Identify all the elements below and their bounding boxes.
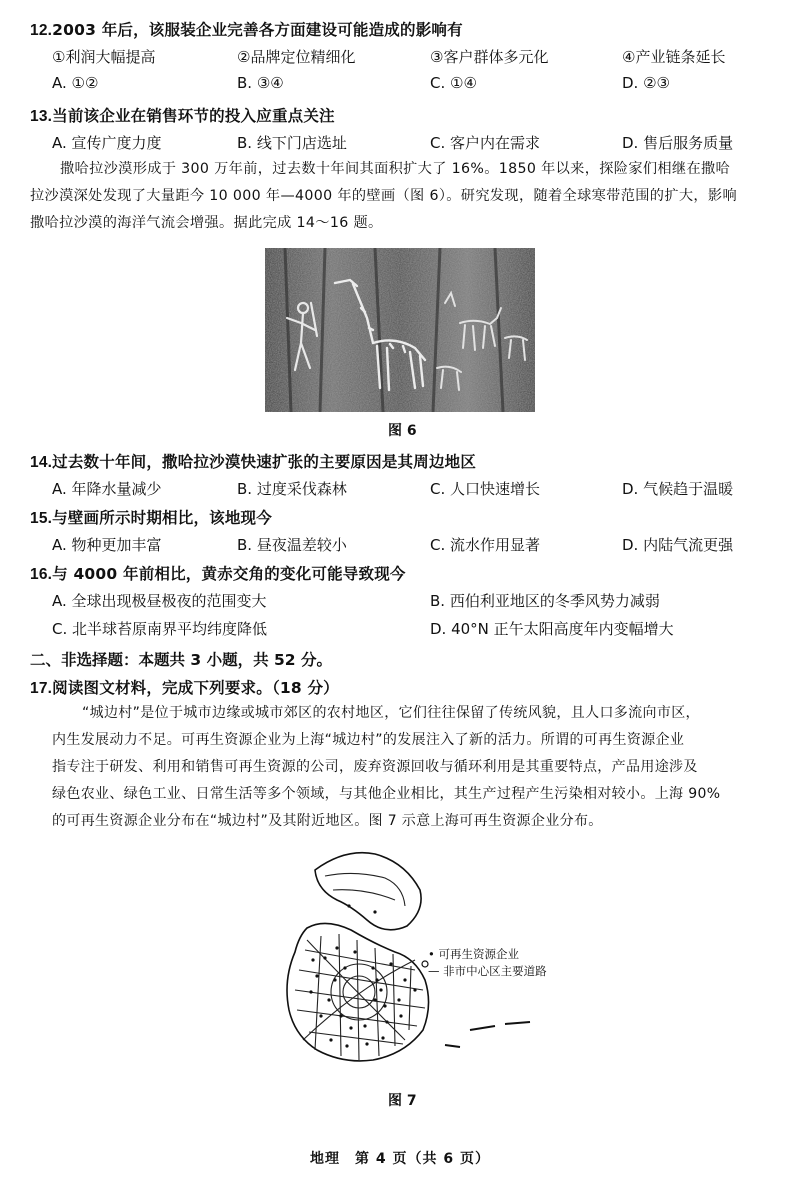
page-footer: 地理 第 4 页（共 6 页） (310, 1151, 490, 1167)
question-16-stem (30, 562, 406, 584)
dot-icon: • (428, 947, 439, 961)
option-d: D. 40°N 正午太阳高度年内变幅增大 (430, 620, 674, 638)
question-number: 15. (30, 510, 53, 527)
option-b: B. 昼夜温差较小 (237, 536, 347, 554)
legend-enterprise: • 可再生资源企业 (428, 947, 519, 961)
passage-line: 指专注于研发、利用和销售可再生资源的公司，废弃资源回收与循环利用是其重要特点，产品用途涉及 (52, 759, 698, 775)
option-a: A. 物种更加丰富 (52, 536, 162, 554)
passage-shanghai (52, 700, 772, 835)
island-outline (315, 853, 421, 930)
option-a: A. 全球出现极昼极夜的范围变大 (52, 592, 267, 610)
legend-road: — 非市中心区主要道路 (428, 964, 547, 978)
question-text: 当前该企业在销售环节的投入应重点关注 (52, 107, 335, 125)
passage-sahara (30, 156, 772, 237)
question-text: 与壁画所示时期相比，该地现今 (52, 509, 272, 527)
question-text: 阅读图文材料，完成下列要求。（18 分） (52, 679, 339, 697)
option-b: B. ③④ (237, 74, 284, 92)
rock-painting-image (265, 248, 535, 412)
question-number: 17. (30, 680, 53, 697)
question-15-stem (30, 506, 272, 528)
passage-line: 撒哈拉沙漠形成于 300 万年前，过去数十年间其面积扩大了 16%。1850 年以来，探险家们相继在撒哈 (60, 161, 731, 177)
question-text: 2003 年后，该服装企业完善各方面建设可能造成的影响有 (52, 21, 463, 39)
passage-line: 撒哈拉沙漠的海洋气流会增强。据此完成 14～16 题。 (30, 215, 383, 231)
question-number: 13. (30, 108, 53, 125)
option-a: A. ①② (52, 74, 99, 92)
item-1: ①利润大幅提高 (52, 48, 156, 66)
question-text: 与 4000 年前相比，黄赤交角的变化可能导致现今 (52, 565, 406, 583)
question-14-stem (30, 450, 476, 472)
option-b: B. 过度采伐森林 (237, 480, 347, 498)
passage-line: 绿色农业、绿色工业、日常生活等多个领域，与其他企业相比，其生产过程产生污染相对较小。上海 90% (52, 786, 721, 802)
question-17-stem (30, 676, 339, 698)
option-a: A. 宣传广度力度 (52, 134, 162, 152)
figure-6-caption: 图 6 (388, 423, 417, 439)
question-number: 12. (30, 22, 53, 39)
figure-7-caption: 图 7 (388, 1093, 417, 1109)
passage-line: 拉沙漠深处发现了大量距今 10 000 年—4000 年的壁画（图 6）。研究发现，随着全球寒带范围的扩大，影响 (30, 188, 738, 204)
question-number: 16. (30, 566, 53, 583)
line-icon: — (428, 964, 444, 978)
item-4: ④产业链条延长 (622, 48, 726, 66)
option-c: C. 人口快速增长 (430, 480, 541, 498)
option-c: C. ①④ (430, 74, 477, 92)
item-2: ②品牌定位精细化 (237, 48, 356, 66)
section-heading: 二、非选择题：本题共 3 小题，共 52 分。 (30, 651, 332, 669)
option-c: C. 客户内在需求 (430, 134, 541, 152)
question-13-stem (30, 104, 335, 126)
option-a: A. 年降水量减少 (52, 480, 162, 498)
option-d: D. 气候趋于温暖 (622, 480, 734, 498)
option-d: D. 售后服务质量 (622, 134, 734, 152)
option-d: D. ②③ (622, 74, 670, 92)
item-3: ③客户群体多元化 (430, 48, 549, 66)
map-legend (428, 946, 547, 980)
option-d: D. 内陆气流更强 (622, 536, 734, 554)
option-c: C. 流水作用显著 (430, 536, 541, 554)
question-text: 过去数十年间，撒哈拉沙漠快速扩张的主要原因是其周边地区 (52, 453, 477, 471)
passage-line: “城边村”是位于城市边缘或城市郊区的农村地区，它们往往保留了传统风貌，且人口多流向市区， (82, 705, 700, 721)
option-c: C. 北半球苔原南界平均纬度降低 (52, 620, 268, 638)
passage-line: 的可再生资源企业分布在“城边村”及其附近地区。图 7 示意上海可再生资源企业分布。 (52, 813, 603, 829)
question-number: 14. (30, 454, 53, 471)
option-b: B. 西伯利亚地区的冬季风势力减弱 (430, 592, 660, 610)
passage-line: 内生发展动力不足。可再生资源企业为上海“城边村”的发展注入了新的活力。所谓的可再生资源企业 (52, 732, 685, 748)
question-12-stem (30, 18, 463, 40)
option-b: B. 线下门店选址 (237, 134, 347, 152)
